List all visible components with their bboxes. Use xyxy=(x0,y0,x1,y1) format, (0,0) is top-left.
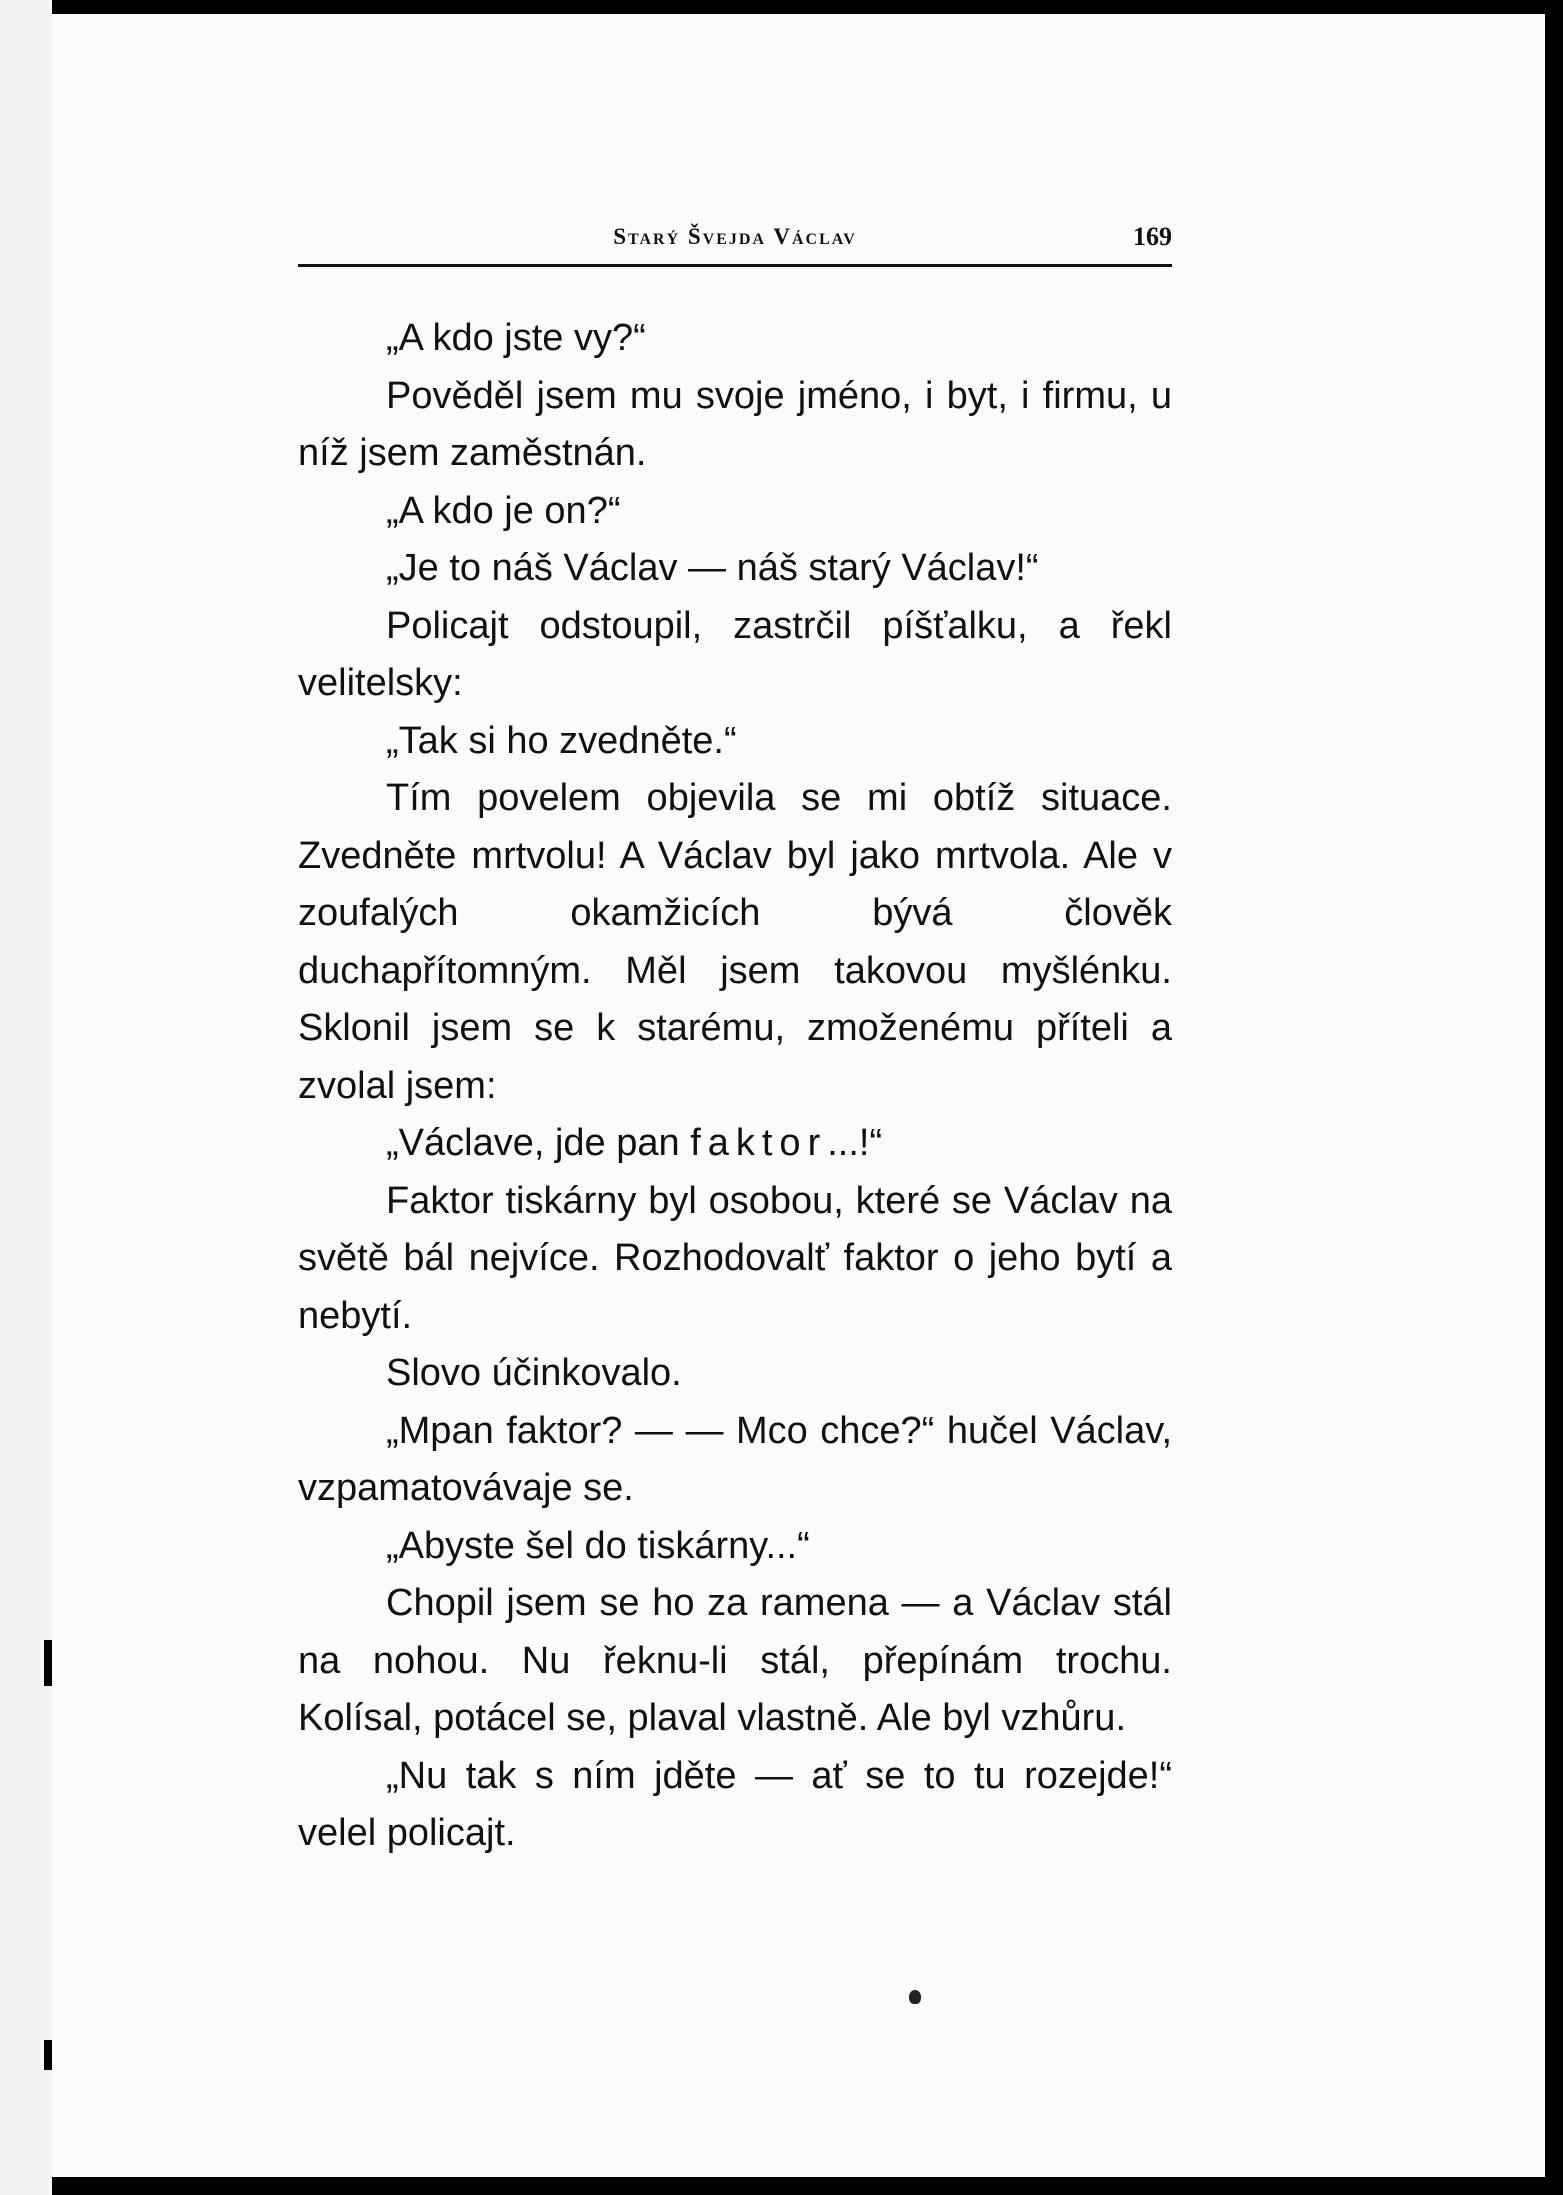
paragraph: Pověděl jsem mu svoje jméno, i byt, i firmu, u níž jsem zaměstnán. xyxy=(298,374,1172,474)
emphasized-word: faktor xyxy=(690,1122,828,1164)
paragraph: „Mpan faktor? — — Mco chce?“ hučel Václav, vzpamatovávaje se. xyxy=(298,1409,1172,1509)
running-title: Starý Švejda Václav xyxy=(613,224,857,249)
body-text xyxy=(298,310,1172,1863)
paragraph: Policajt odstoupil, zastrčil píšťalku, a řekl velitelsky: xyxy=(298,604,1172,704)
paragraph: „A kdo je on?“ xyxy=(386,489,621,532)
paragraph: „Tak si ho zvedněte.“ xyxy=(386,719,737,762)
paragraph: „A kdo jste vy?“ xyxy=(386,317,646,359)
paragraph xyxy=(298,1115,1172,1173)
paragraph: „Abyste šel do tiskárny...“ xyxy=(386,1524,810,1567)
paragraph-text: ...!“ xyxy=(827,1122,883,1164)
paragraph-text: „Václave, jde pan xyxy=(386,1122,691,1164)
page-number: 169 xyxy=(1133,222,1172,251)
ink-speck xyxy=(909,1990,921,2004)
running-header xyxy=(298,212,1172,267)
paragraph: Faktor tiskárny byl osobou, které se Václav na světě bál nejvíce. Rozhodovalť faktor o jeho bytí a nebytí. xyxy=(298,1179,1172,1337)
paragraph: „Je to náš Václav — náš starý Václav!“ xyxy=(386,547,1039,589)
paragraph: Tím povelem objevila se mi obtíž situace. Zvedněte mrtvolu! A Václav byl jako mrtvola. Ale v zoufalých okamžicích bývá člověk duchapřítomným. Měl jsem takovou myšlénku. Sklonil jsem se k starému, zmoženému příteli a zvolal jsem: xyxy=(298,777,1172,1107)
paragraph: Slovo účinkovalo. xyxy=(386,1352,682,1394)
paragraph: „Nu tak s ním jděte — ať se to tu rozejde!“ velel policajt. xyxy=(298,1754,1172,1854)
paragraph: Chopil jsem se ho za ramena — a Václav stál na nohou. Nu řeknu-li stál, přepínám trochu. Kolísal, potácel se, plaval vlastně. Ale byl vzhůru. xyxy=(298,1582,1172,1739)
book-spine-edge xyxy=(0,0,52,2195)
